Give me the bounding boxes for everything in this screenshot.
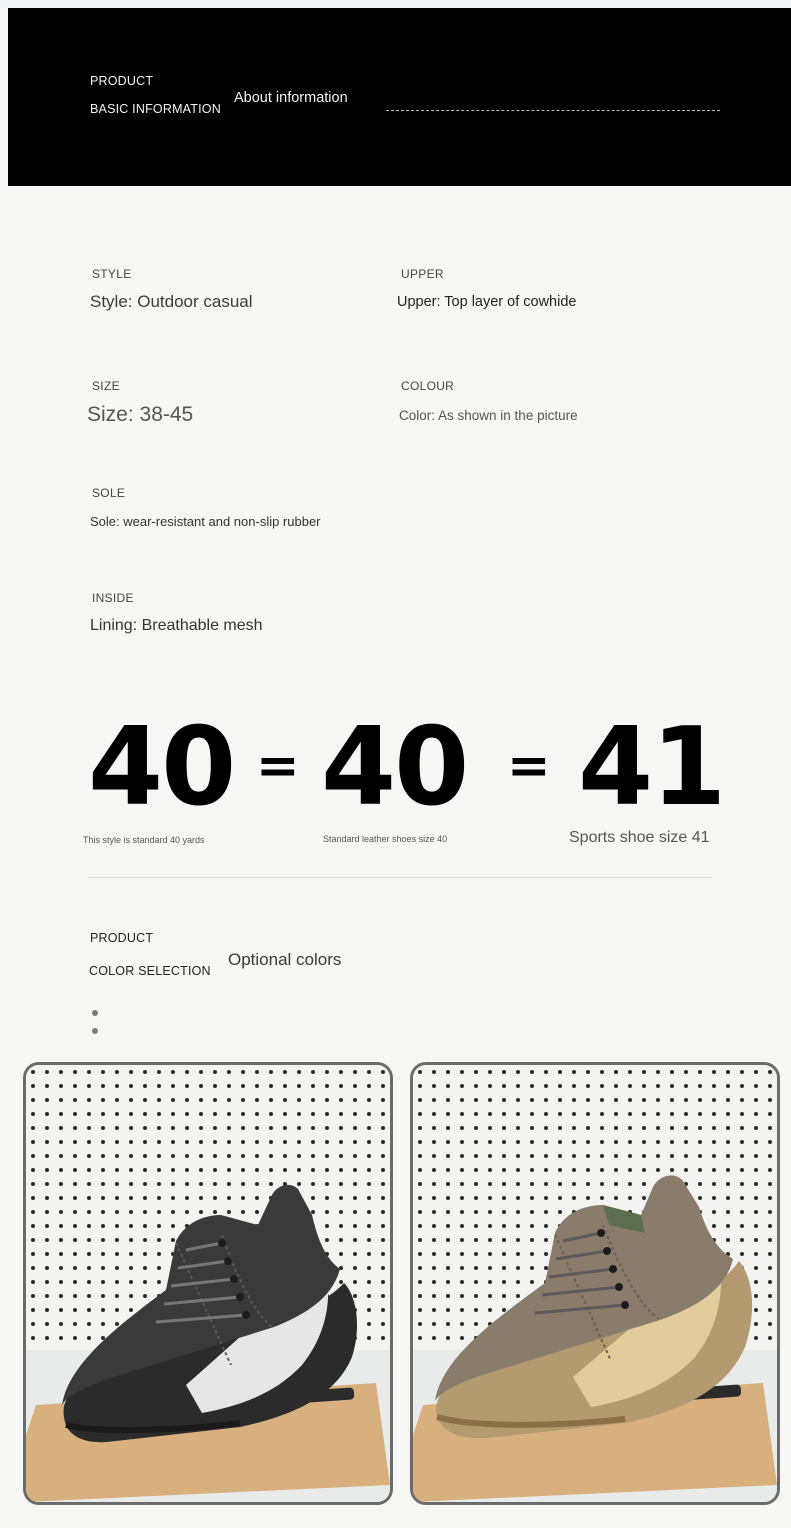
spec-upper-value: Upper: Top layer of cowhide [397, 294, 577, 310]
equals-sign-2: = [507, 736, 551, 796]
size-number-leather: 40 [321, 705, 468, 830]
color-section-line-selection: COLOR SELECTION [89, 964, 211, 978]
header-line-product: PRODUCT [90, 74, 154, 88]
product-card-khaki[interactable] [410, 1062, 780, 1505]
spec-size-label: SIZE [92, 379, 120, 393]
shoe-image-black [26, 1065, 390, 1502]
product-card-black[interactable] [23, 1062, 393, 1505]
header-dashed-line [386, 110, 720, 111]
color-section-title: Optional colors [228, 950, 342, 969]
section-divider [88, 877, 712, 878]
size-number-sports: 41 [578, 705, 725, 830]
equals-sign-1: = [256, 736, 300, 796]
size-number-standard: 40 [88, 705, 235, 830]
spec-colour-label: COLOUR [401, 379, 455, 393]
header-title: About information [234, 90, 348, 106]
header-line-basic-information: BASIC INFORMATION [90, 102, 221, 116]
spec-colour-value: Color: As shown in the picture [399, 408, 578, 423]
spec-inside-value: Lining: Breathable mesh [90, 617, 263, 634]
caption-leather-size: Standard leather shoes size 40 [323, 834, 448, 844]
caption-sports-size: Sports shoe size 41 [569, 829, 710, 846]
shoe-image-khaki [413, 1065, 777, 1502]
bullet-dot [92, 1010, 98, 1016]
color-section-line-product: PRODUCT [90, 931, 154, 945]
spec-style-value: Style: Outdoor casual [90, 292, 253, 311]
spec-inside-label: INSIDE [92, 591, 134, 605]
spec-upper-label: UPPER [401, 267, 444, 281]
caption-standard-size: This style is standard 40 yards [83, 835, 205, 845]
spec-style-label: STYLE [92, 267, 132, 281]
bullet-dot [92, 1028, 98, 1034]
info-header-banner [8, 8, 791, 186]
spec-sole-label: SOLE [92, 486, 126, 500]
top-strip [0, 0, 791, 8]
spec-size-value: Size: 38-45 [87, 403, 194, 426]
spec-sole-value: Sole: wear-resistant and non-slip rubber [90, 514, 321, 529]
